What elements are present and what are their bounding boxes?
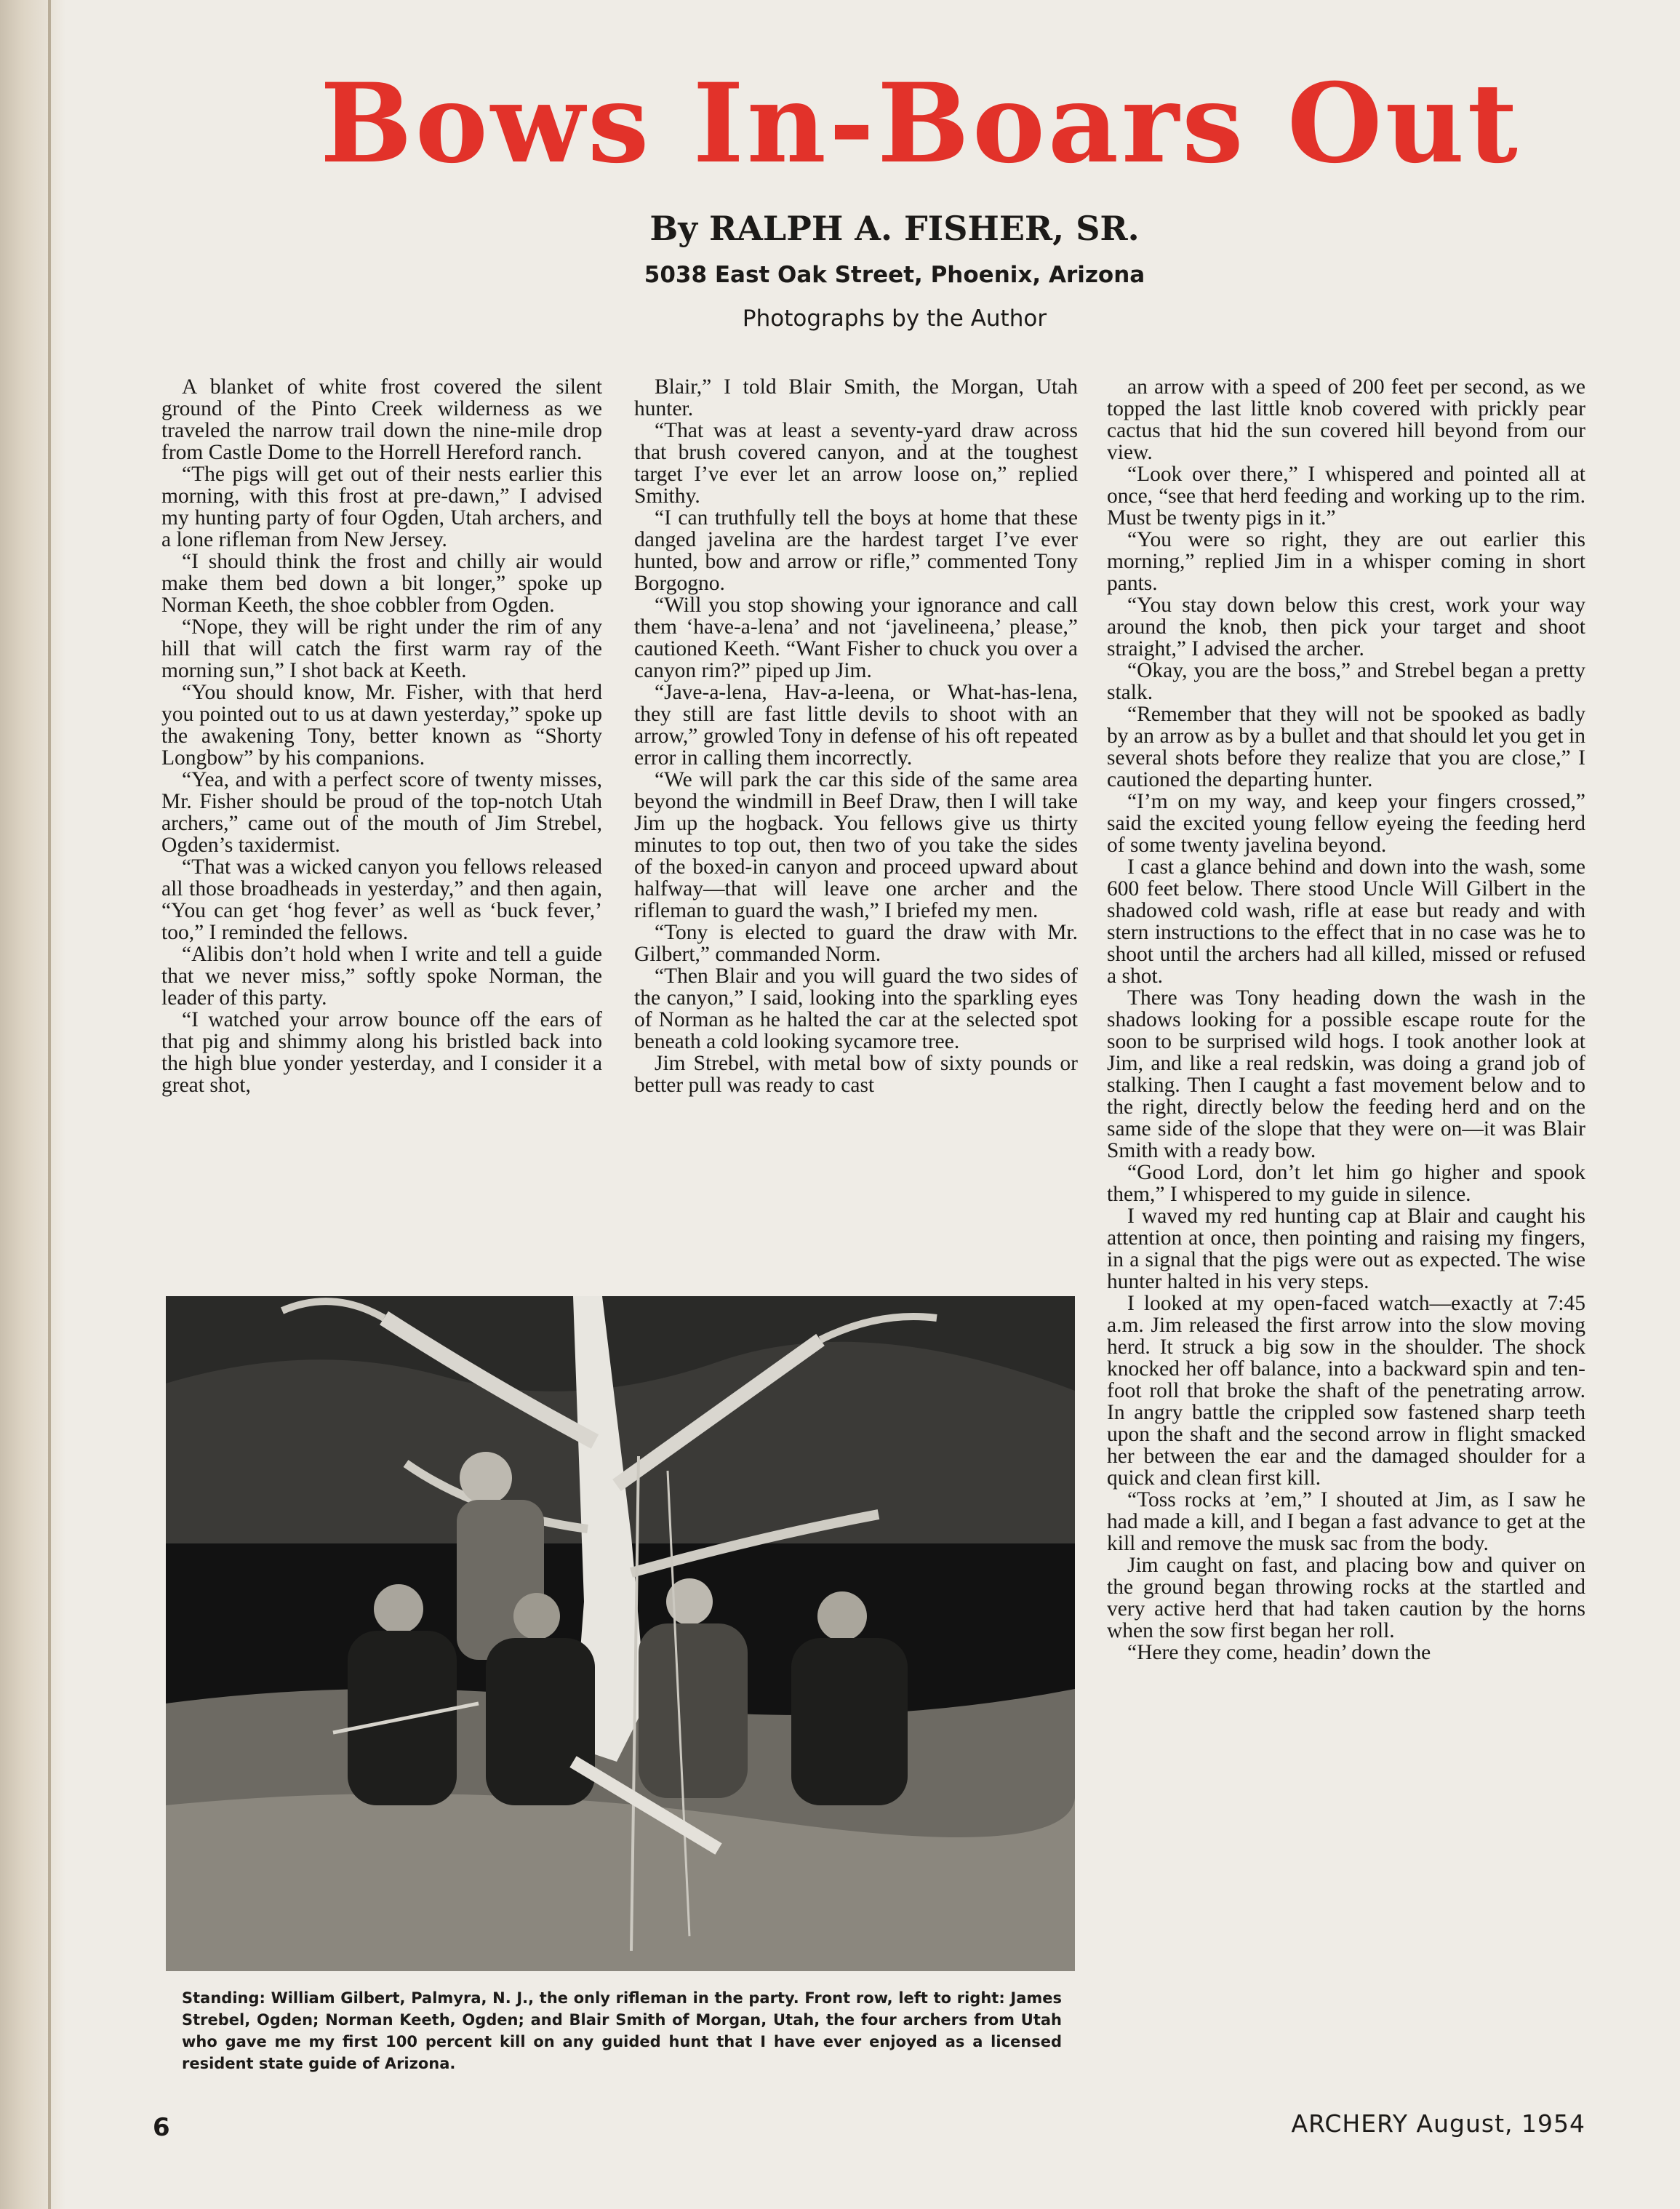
article-paragraph: “You should know, Mr. Fisher, with that herd you pointed out to us at dawn yesterday,” spoke up the awakening Tony, better known as “Shorty Longbow” by his companions. — [161, 681, 602, 770]
text-column-1 — [161, 376, 602, 1245]
article-paragraph: “You were so right, they are out earlier this morning,” replied Jim in a whisper coming in short pants. — [1107, 528, 1585, 595]
article-paragraph: Blair,” I told Blair Smith, the Morgan, Utah hunter. — [634, 375, 1078, 420]
magazine-footer: ARCHERY August, 1954 — [1291, 2109, 1585, 2138]
text-column-2 — [634, 376, 1078, 1245]
author-address: 5038 East Oak Street, Phoenix, Arizona — [644, 262, 1145, 288]
binding-gutter — [0, 0, 65, 2209]
article-paragraph: “Then Blair and you will guard the two sides of the canyon,” I said, looking into the sparkling eyes of Norman as he halted the car at the selected spot beneath a cold looking sycamore tree. — [634, 964, 1078, 1053]
article-paragraph: I looked at my open-faced watch—exactly at 7:45 a.m. Jim released the first arrow into the slow moving herd. It struck a big sow in the shoulder. The shock knocked her off balance, into a backward spin and ten-foot roll that broke the shaft of the penetrating arrow. In angry battle the crippled sow fastened sharp teeth upon the shaft and the second arrow in flight smacked her between the ear and the damaged shoulder for a quick and clean first kill. — [1107, 1292, 1585, 1490]
article-paragraph: “Remember that they will not be spooked as badly by an arrow as by a bullet and that should let you get in several shots before they realize that you are close,” I cautioned the departing hunter. — [1107, 703, 1585, 791]
article-paragraph: “I can truthfully tell the boys at home that these danged javelina are the hardest target I’ve ever hunted, bow and arrow or rifle,” commented Tony Borgogno. — [634, 506, 1078, 595]
hunting-party-photo — [166, 1296, 1075, 1971]
article-paragraph: “Good Lord, don’t let him go higher and spook them,” I whispered to my guide in silence. — [1107, 1161, 1585, 1206]
article-paragraph: “I’m on my way, and keep your fingers crossed,” said the excited young fellow eyeing the feeding herd of some twenty javelina beyond. — [1107, 790, 1585, 857]
article-paragraph: “The pigs will get out of their nests earlier this morning, with this frost at pre-dawn,” I advised my hunting party of four Ogden, Utah archers, and a lone rifleman from New Jersey. — [161, 463, 602, 551]
article-paragraph: an arrow with a speed of 200 feet per second, as we topped the last little knob covered with prickly pear cactus that hid the sun covered hill beyond from our view. — [1107, 375, 1585, 464]
article-paragraph: “We will park the car this side of the same area beyond the windmill in Beef Draw, then I will take Jim up the hogback. You fellows give us thirty minutes to top out, then two of you take the sides of the boxed-in canyon and proceed upward about halfway—that will leave one archer and the rifleman to guard the wash,” I briefed my men. — [634, 768, 1078, 922]
article-paragraph: A blanket of white frost covered the silent ground of the Pinto Creek wilderness as we traveled the narrow trail down the nine-mile drop from Castle Dome to the Horrell Hereford ranch. — [161, 375, 602, 464]
article-paragraph: I cast a glance behind and down into the wash, some 600 feet below. There stood Uncle Will Gilbert in the shadowed cold wash, rifle at ease but ready and with stern instructions to the effect that in no case was he to shoot until the archers had all killed, missed or refused a shot. — [1107, 855, 1585, 988]
article-paragraph: “Tony is elected to guard the draw with Mr. Gilbert,” commanded Norm. — [634, 921, 1078, 966]
photo-credit: Photographs by the Author — [742, 305, 1047, 332]
article-paragraph: “You stay down below this crest, work your way around the knob, then pick your target and shoot straight,” I advised the archer. — [1107, 594, 1585, 660]
article-paragraph: “Nope, they will be right under the rim of any hill that will catch the first warm ray of the morning sun,” I shot back at Keeth. — [161, 615, 602, 682]
article-paragraph: There was Tony heading down the wash in the shadows looking for a possible escape route for the soon to be surprised wild hogs. I took another look at Jim, and like a real redskin, was doing a grand job of stalking. Then I caught a fast movement below and to the right, directly below the feeding herd and on the same side of the slope that they were on—it was Blair Smith with a ready bow. — [1107, 986, 1585, 1162]
article-paragraph: “Yea, and with a perfect score of twenty misses, Mr. Fisher should be proud of the top-notch Utah archers,” came out of the mouth of Jim Strebel, Ogden’s taxidermist. — [161, 768, 602, 857]
article-paragraph: Jim caught on fast, and placing bow and quiver on the ground began throwing rocks at the startled and very active herd that had taken caution by the horns when the sow first began her roll. — [1107, 1554, 1585, 1642]
photo-caption: Standing: William Gilbert, Palmyra, N. J., the only rifleman in the party. Front row, left to right: James Strebel, Ogden; Norman Keeth, Ogden; and Blair Smith of Morgan, Utah, the four archers from Utah who gave me my first 100 percent kill on any guided hunt that I have ever enjoyed as a licensed resident state guide of Arizona. — [182, 1989, 1062, 2072]
article-paragraph: “Okay, you are the boss,” and Strebel began a pretty stalk. — [1107, 659, 1585, 704]
author-byline: By RALPH A. FISHER, SR. — [649, 209, 1140, 248]
article-paragraph: “That was a wicked canyon you fellows released all those broadheads in yesterday,” and then again, “You can get ‘hog fever’ as well as ‘buck fever,’ too,” I reminded the fellows. — [161, 855, 602, 944]
article-paragraph: “That was at least a seventy-yard draw across that brush covered canyon, and at the toughest target I’ve ever let an arrow loose on,” replied Smithy. — [634, 419, 1078, 508]
article-paragraph: “I should think the frost and chilly air would make them bed down a bit longer,” spoke up Norman Keeth, the shoe cobbler from Ogden. — [161, 550, 602, 617]
page-number: 6 — [153, 2113, 170, 2142]
text-column-3 — [1107, 376, 1585, 2085]
article-paragraph: I waved my red hunting cap at Blair and caught his attention at once, then pointing and raising my fingers, in a signal that the pigs were out as expected. The wise hunter halted in his very steps. — [1107, 1205, 1585, 1293]
article-paragraph: “Jave-a-lena, Hav-a-leena, or What-has-lena, they still are fast little devils to shoot with an arrow,” growled Tony in defense of his oft repeated error in calling them incorrectly. — [634, 681, 1078, 770]
article-paragraph: “Look over there,” I whispered and pointed all at once, “see that herd feeding and working up to the rim. Must be twenty pigs in it.” — [1107, 463, 1585, 530]
gutter-fold-line — [48, 0, 51, 2209]
article-title: Bows In-Boars Out — [320, 60, 1521, 188]
photo-illustration — [166, 1296, 1075, 1971]
article-paragraph: “Toss rocks at ’em,” I shouted at Jim, as I saw he had made a kill, and I began a fast advance to get at the kill and remove the musk sac from the body. — [1107, 1488, 1585, 1555]
article-paragraph: “Alibis don’t hold when I write and tell a guide that we never miss,” softly spoke Norman, the leader of this party. — [161, 943, 602, 1010]
article-paragraph: Jim Strebel, with metal bow of sixty pounds or better pull was ready to cast — [634, 1052, 1078, 1097]
article-paragraph: “Here they come, headin’ down the — [1127, 1641, 1431, 1664]
article-paragraph: “Will you stop showing your ignorance and call them ‘have-a-lena’ and not ‘javelineena,’ please,” cautioned Keeth. “Want Fisher to chuck you over a canyon rim?” piped up Jim. — [634, 594, 1078, 682]
article-paragraph: “I watched your arrow bounce off the ears of that pig and shimmy along his bristled back into the high blue yonder yesterday, and I consider it a great shot, — [161, 1008, 602, 1097]
